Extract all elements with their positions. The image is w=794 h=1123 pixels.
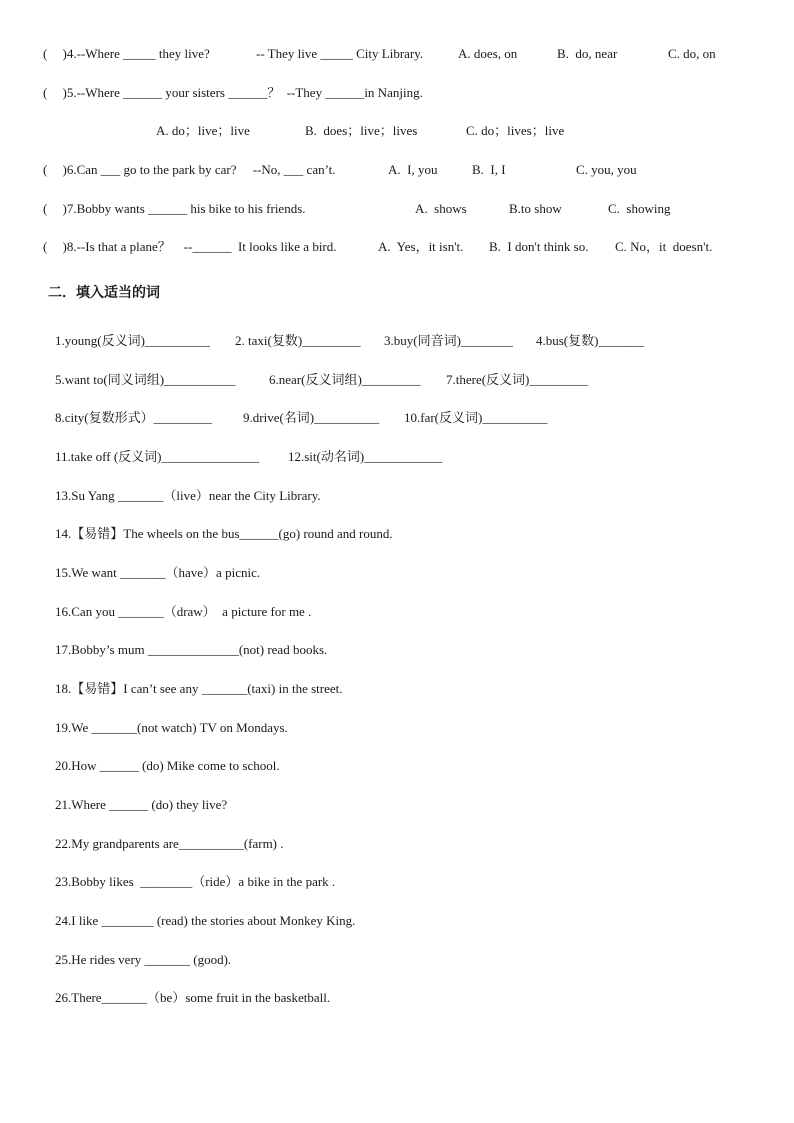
q5-stem: )5.--Where ______ your sisters ______？ --They ______in Nanjing.: [56, 85, 423, 100]
fill-9: 9.drive(名词)__________: [243, 410, 380, 425]
q6-stem: )6.Can ___ go to the park by car? --No, ___ can’t.: [56, 162, 336, 177]
q5-option-c: C. do；lives；live: [466, 123, 565, 138]
q4-option-c: C. do, on: [668, 46, 716, 61]
fill-6: 6.near(反义词组)_________: [269, 372, 421, 387]
q7-option-c: C. showing: [608, 201, 671, 216]
fill-25: 25.He rides very _______ (good).: [55, 952, 232, 967]
fill-22: 22.My grandparents are__________(farm) .: [55, 836, 284, 851]
fill-23: 23.Bobby likes ________（ride）a bike in the park .: [55, 874, 336, 889]
fill-26: 26.There_______（be）some fruit in the basketball.: [55, 990, 331, 1005]
q7-paren: (: [43, 201, 48, 216]
fill-19: 19.We _______(not watch) TV on Mondays.: [55, 720, 288, 735]
q6-paren: (: [43, 162, 48, 177]
q6-option-b: B. I, I: [472, 162, 506, 177]
q8-option-a: A. Yes，it isn't.: [378, 239, 464, 254]
fill-11: 11.take off (反义词)_______________: [55, 449, 260, 464]
q5-option-a: A. do；live；live: [156, 123, 250, 138]
fill-5: 5.want to(同义词组)___________: [55, 372, 236, 387]
fill-24: 24.I like ________ (read) the stories about Monkey King.: [55, 913, 356, 928]
fill-21: 21.Where ______ (do) they live?: [55, 797, 228, 812]
q7-option-b: B.to show: [509, 201, 562, 216]
fill-20: 20.How ______ (do) Mike come to school.: [55, 758, 280, 773]
fill-12: 12.sit(动名词)____________: [288, 449, 443, 464]
q4-stem: )4.--Where _____ they live?: [56, 46, 210, 61]
fill-3: 3.buy(同音词)________: [384, 333, 513, 348]
fill-1: 1.young(反义词)__________: [55, 333, 210, 348]
fill-17: 17.Bobby’s mum ______________(not) read books.: [55, 642, 328, 657]
q7-option-a: A. shows: [415, 201, 467, 216]
q4-option-b: B. do, near: [557, 46, 618, 61]
q4-stem-b: -- They live _____ City Library.: [256, 46, 424, 61]
fill-16: 16.Can you _______（draw） a picture for me .: [55, 604, 312, 619]
q6-option-a: A. I, you: [388, 162, 438, 177]
fill-14: 14.【易错】The wheels on the bus______(go) round and round.: [55, 526, 393, 541]
fill-13: 13.Su Yang _______（live）near the City Library.: [55, 488, 321, 503]
q8-paren: (: [43, 239, 48, 254]
q8-option-c: C. No，it doesn't.: [615, 239, 713, 254]
q6-option-c: C. you, you: [576, 162, 637, 177]
fill-4: 4.bus(复数)_______: [536, 333, 644, 348]
fill-18: 18.【易错】I can’t see any _______(taxi) in the street.: [55, 681, 343, 696]
section-title: 二．填入适当的词: [48, 285, 160, 301]
q8-stem: )8.--Is that a plane？ --______ It looks like a bird.: [56, 239, 337, 254]
fill-7: 7.there(反义词)_________: [446, 372, 588, 387]
fill-10: 10.far(反义词)__________: [404, 410, 548, 425]
q4-paren: (: [43, 46, 48, 61]
q7-stem: )7.Bobby wants ______ his bike to his friends.: [56, 201, 306, 216]
q5-option-b: B. does；live；lives: [305, 123, 418, 138]
q5-paren: (: [43, 85, 48, 100]
q4-option-a: A. does, on: [458, 46, 518, 61]
fill-8: 8.city(复数形式）_________: [55, 410, 213, 425]
fill-2: 2. taxi(复数)_________: [235, 333, 361, 348]
q8-option-b: B. I don't think so.: [489, 239, 589, 254]
fill-15: 15.We want _______（have）a picnic.: [55, 565, 261, 580]
